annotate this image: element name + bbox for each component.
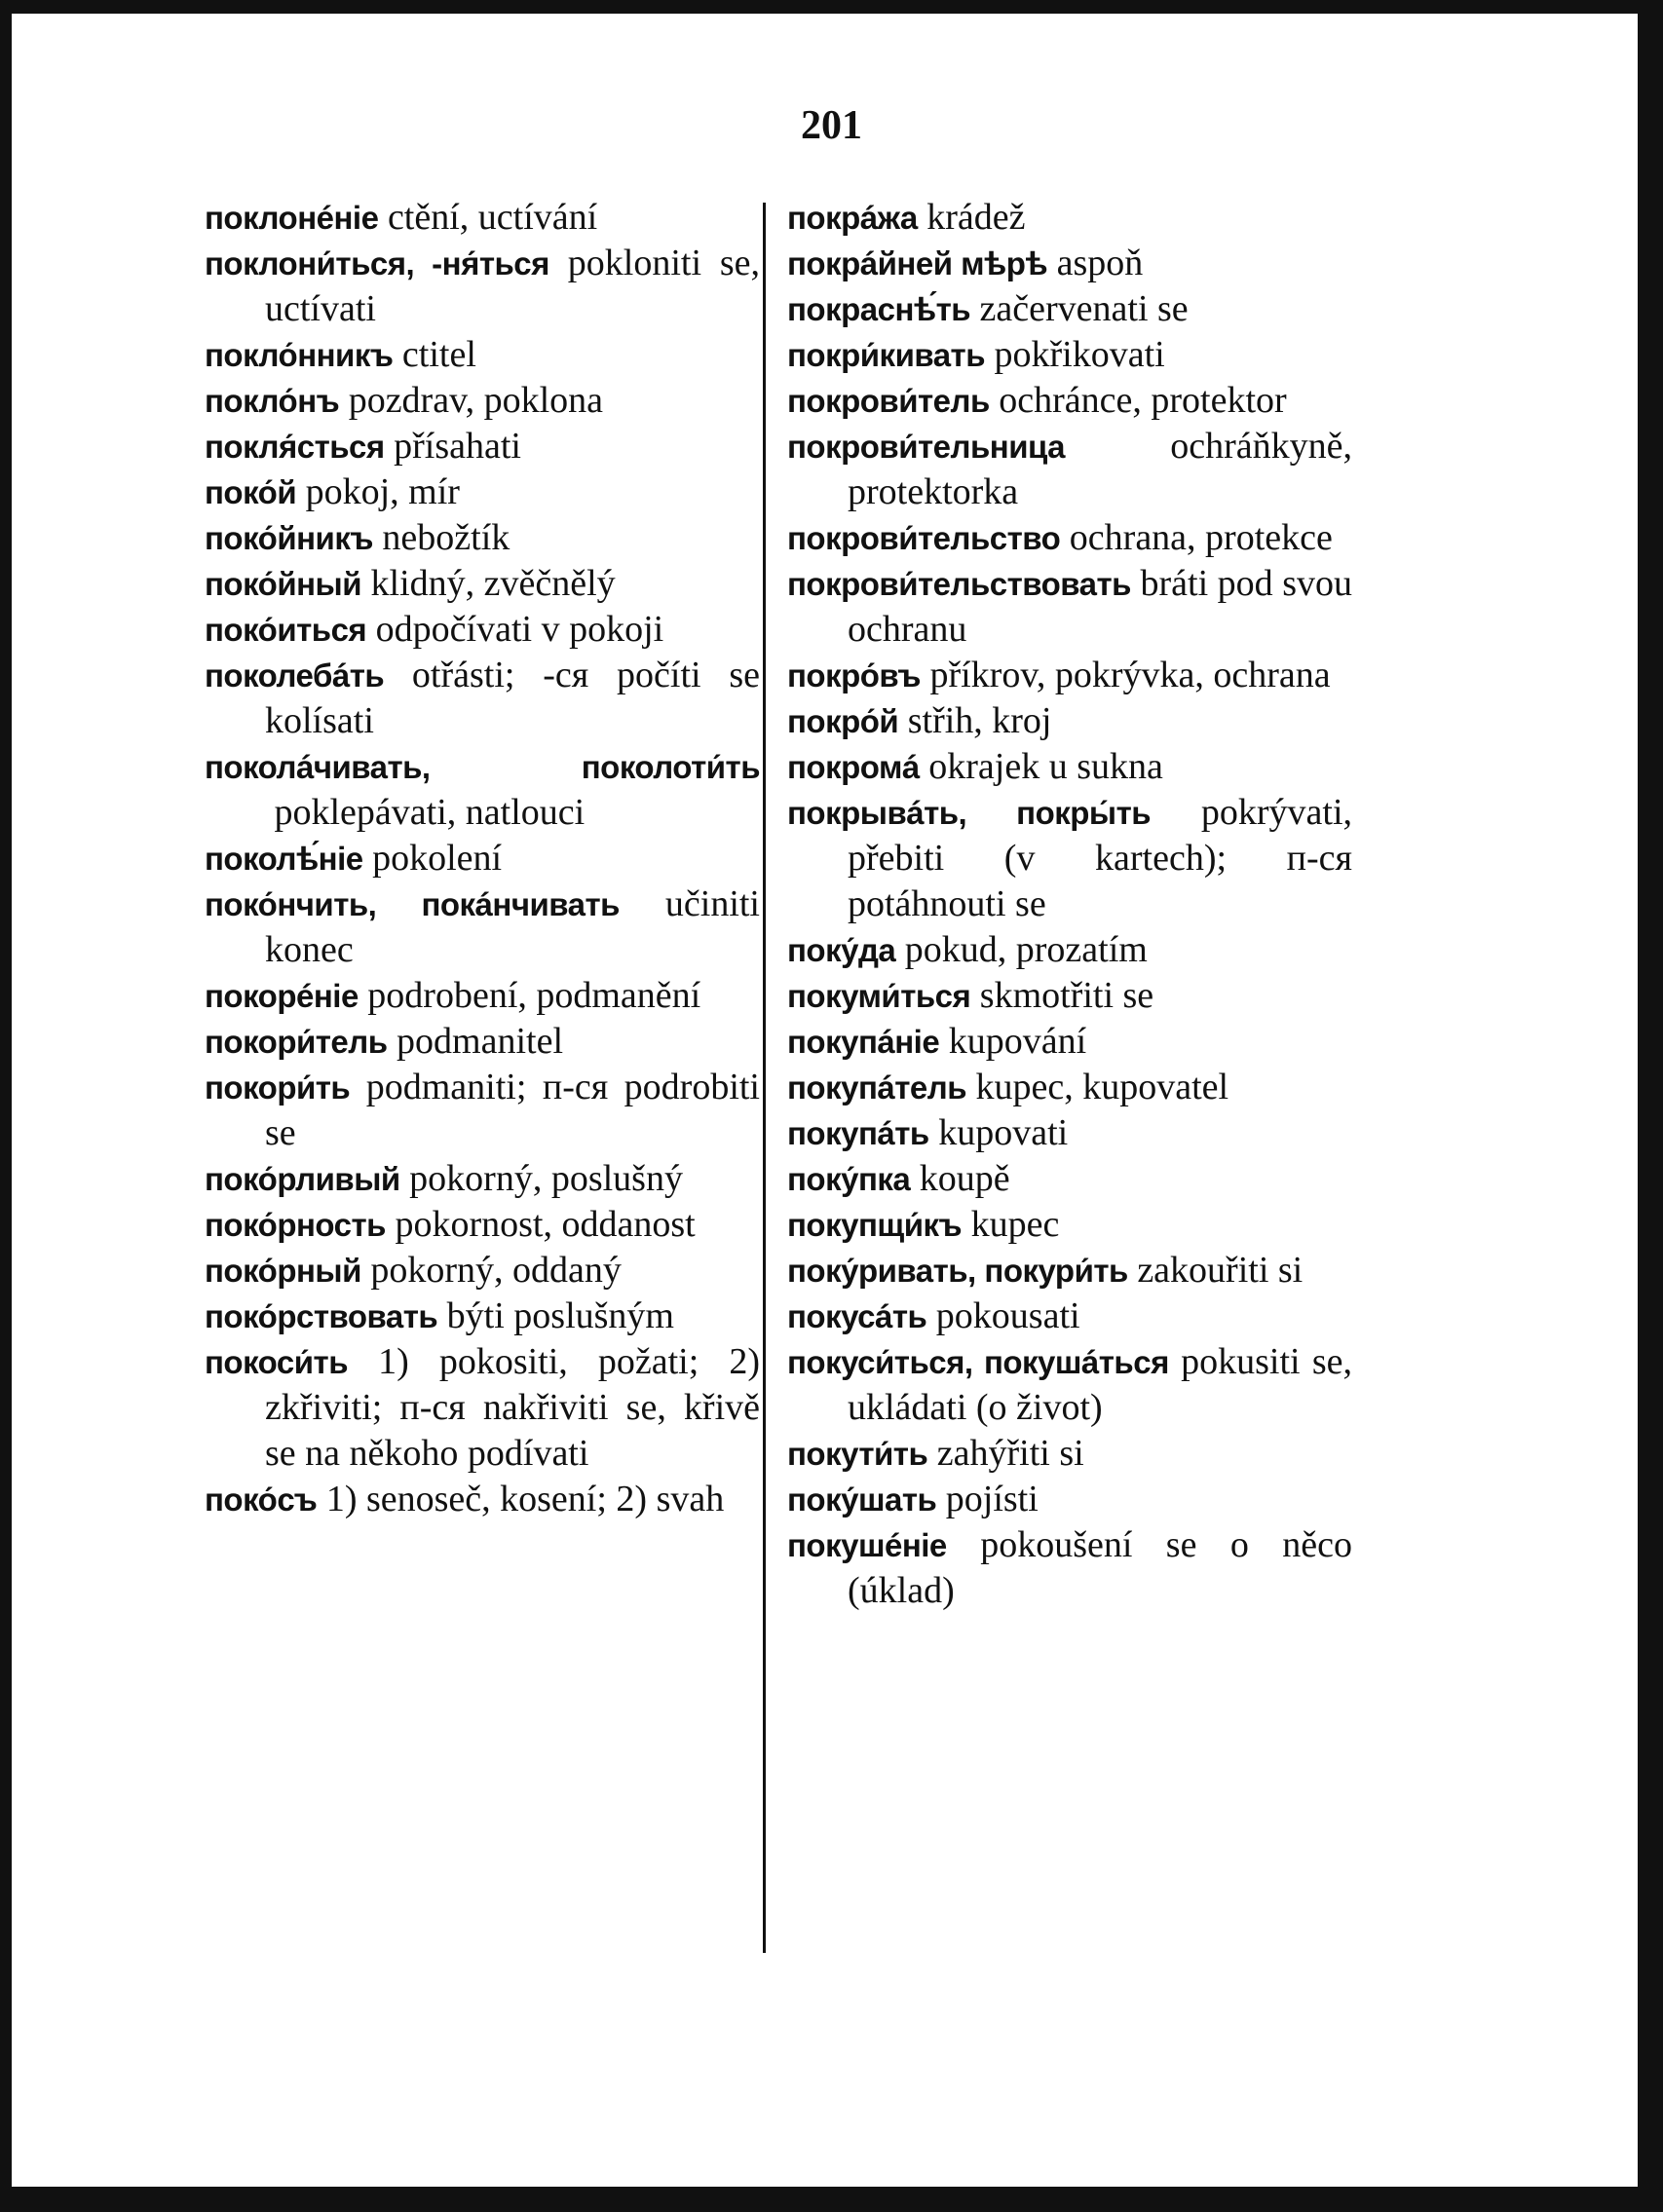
- dictionary-entry: [787, 378, 1352, 424]
- entry-definition: pokoj, mír: [305, 471, 460, 512]
- dictionary-entry: [787, 1339, 1352, 1431]
- entry-headword: поко́йный: [205, 566, 362, 602]
- entry-headword: поку́да: [787, 932, 896, 968]
- entry-headword: поклони́ться, -ня́ться: [205, 245, 549, 281]
- entry-definition: pokorný, oddaný: [370, 1250, 622, 1291]
- entry-definition: koupě: [919, 1158, 1010, 1199]
- dictionary-entry: [205, 1065, 760, 1156]
- entry-definition: pokornost, oddanost: [395, 1204, 696, 1245]
- entry-headword: поко́иться: [205, 612, 367, 648]
- entry-headword: поко́рливый: [205, 1161, 400, 1197]
- entry-headword: поко́нчить, покáнчивать: [205, 886, 620, 922]
- entry-definition: aspoň: [1056, 243, 1144, 283]
- entry-definition: okrajek u sukna: [928, 746, 1163, 787]
- entry-definition: poklepávati, natlouci: [274, 792, 586, 833]
- dictionary-entry: [787, 332, 1352, 378]
- dictionary-entry: [787, 1202, 1352, 1248]
- entry-headword: поку́пка: [787, 1161, 911, 1197]
- dictionary-entry: [205, 1293, 760, 1339]
- entry-headword: покрови́тельница: [787, 429, 1066, 465]
- dictionary-entry: [787, 561, 1352, 653]
- dictionary-entry: [205, 1477, 760, 1522]
- dictionary-entry: [787, 241, 1352, 286]
- dictionary-entry: [787, 1522, 1352, 1614]
- column-divider: [763, 203, 766, 1953]
- entry-headword: поко́йникъ: [205, 520, 373, 556]
- entry-definition: příkrov, pokrývka, ochrana: [929, 655, 1331, 695]
- entry-headword: покоси́ть: [205, 1344, 348, 1380]
- entry-definition: odpočívati v pokoji: [375, 609, 664, 650]
- entry-definition: klidný, zvěčnělý: [370, 563, 616, 604]
- dictionary-entry: [787, 424, 1352, 515]
- dictionary-entry: [205, 515, 760, 561]
- entry-headword: поколáчивать, поколоти́ть: [205, 749, 760, 785]
- entry-headword: покрáйней мѣрѣ: [787, 245, 1048, 281]
- entry-definition: ctění, uctívání: [387, 197, 598, 238]
- entry-headword: покорéніе: [205, 978, 359, 1014]
- right-column: [787, 195, 1352, 1614]
- dictionary-entry: [205, 561, 760, 607]
- dictionary-entry: [205, 881, 760, 973]
- dictionary-entry: [205, 1248, 760, 1293]
- entry-definition: ochráňkyně, protektorka: [848, 426, 1352, 512]
- entry-definition: zakouřiti si: [1137, 1250, 1304, 1291]
- entry-definition: podrobení, podmanění: [367, 975, 701, 1016]
- entry-definition: kupec: [970, 1204, 1060, 1245]
- entry-headword: покупáніе: [787, 1024, 940, 1060]
- dictionary-entry: [205, 1202, 760, 1248]
- dictionary-entry: [205, 1156, 760, 1202]
- entry-headword: покуми́ться: [787, 978, 971, 1014]
- entry-definition: pokrývati, přebiti (v kartech); п-ся potáhnouti se: [848, 792, 1352, 924]
- entry-headword: покушéніе: [787, 1527, 947, 1563]
- entry-headword: покупáть: [787, 1115, 929, 1151]
- entry-headword: покромá: [787, 749, 920, 785]
- entry-headword: покро́въ: [787, 657, 921, 694]
- dictionary-entry: [205, 607, 760, 653]
- dictionary-entry: [787, 195, 1352, 241]
- entry-definition: přísahati: [394, 426, 521, 467]
- entry-definition: pokolení: [372, 838, 503, 879]
- entry-definition: pokorný, poslušný: [409, 1158, 683, 1199]
- entry-definition: pozdrav, poklona: [348, 380, 604, 421]
- entry-definition: bráti pod svou ochranu: [848, 563, 1352, 650]
- entry-definition: začervenati se: [979, 288, 1189, 329]
- entry-definition: pokousati: [935, 1295, 1080, 1336]
- dictionary-entry: [787, 790, 1352, 927]
- entry-headword: покло́нъ: [205, 383, 340, 419]
- entry-definition: učiniti konec: [265, 883, 760, 970]
- entry-definition: skmotřiti se: [979, 975, 1154, 1016]
- entry-definition: pokloniti se, uctívati: [265, 243, 761, 329]
- entry-definition: pokusiti se, ukládati (o život): [848, 1341, 1353, 1428]
- dictionary-entry: [205, 973, 760, 1019]
- entry-headword: покрывáть, покры́ть: [787, 795, 1152, 831]
- entry-headword: покупáтель: [787, 1069, 967, 1106]
- entry-headword: покути́ть: [787, 1436, 928, 1472]
- entry-definition: podmaniti; п-ся podrobiti se: [265, 1067, 760, 1153]
- entry-headword: покрови́тельствовать: [787, 566, 1131, 602]
- entry-definition: kupec, kupovatel: [975, 1067, 1229, 1107]
- entry-definition: pokud, prozatím: [904, 929, 1148, 970]
- dictionary-entry: [205, 195, 760, 241]
- dictionary-entry: [787, 1431, 1352, 1477]
- entry-definition: býti poslušným: [446, 1295, 674, 1336]
- entry-definition: otřásti; -ся počíti se kolísati: [265, 655, 760, 741]
- entry-headword: покусáть: [787, 1298, 927, 1334]
- entry-headword: покуси́ться, покушáться: [787, 1344, 1169, 1380]
- entry-headword: поколебáть: [205, 657, 385, 694]
- entry-headword: поко́съ: [205, 1481, 318, 1518]
- entry-headword: поко́рность: [205, 1207, 386, 1243]
- entry-definition: 1) pokositi, požati; 2) zkřiviti; п-ся nakřiviti se, křivě se na někoho podívati: [265, 1341, 760, 1474]
- entry-definition: 1) senoseč, kosení; 2) svah: [325, 1479, 725, 1519]
- dictionary-entry: [205, 744, 760, 836]
- entry-headword: покри́кивать: [787, 337, 986, 373]
- dictionary-entry: [787, 286, 1352, 332]
- entry-headword: покори́ть: [205, 1069, 351, 1106]
- dictionary-entry: [787, 1065, 1352, 1110]
- dictionary-entry: [205, 378, 760, 424]
- dictionary-entry: [787, 927, 1352, 973]
- entry-headword: покраснѣ́ть: [787, 291, 971, 327]
- entry-definition: krádež: [926, 197, 1026, 238]
- dictionary-entry: [787, 1293, 1352, 1339]
- entry-definition: pokřikovati: [994, 334, 1165, 375]
- entry-headword: поколѣ́ніе: [205, 841, 363, 877]
- dictionary-entry: [205, 1339, 760, 1477]
- dictionary-entry: [205, 836, 760, 881]
- dictionary-entry: [787, 1248, 1352, 1293]
- entry-definition: kupovati: [938, 1112, 1069, 1153]
- dictionary-entry: [205, 653, 760, 744]
- entry-definition: ctitel: [401, 334, 476, 375]
- entry-headword: покори́тель: [205, 1024, 388, 1060]
- dictionary-entry: [205, 241, 760, 332]
- dictionary-entry: [205, 424, 760, 469]
- entry-headword: покля́сться: [205, 429, 385, 465]
- entry-definition: pokoušení se o něco (úklad): [848, 1524, 1352, 1611]
- page-number: 201: [801, 103, 862, 148]
- dictionary-entry: [787, 698, 1352, 744]
- dictionary-entry: [787, 744, 1352, 790]
- dictionary-entry: [787, 973, 1352, 1019]
- entry-definition: zahýřiti si: [936, 1433, 1084, 1474]
- entry-definition: ochránce, protektor: [999, 380, 1287, 421]
- entry-headword: покрови́тель: [787, 383, 990, 419]
- entry-headword: поко́рствовать: [205, 1298, 438, 1334]
- entry-headword: поко́рный: [205, 1253, 361, 1289]
- dictionary-entry: [787, 1156, 1352, 1202]
- entry-headword: покло́нникъ: [205, 337, 394, 373]
- dictionary-entry: [787, 1019, 1352, 1065]
- entry-definition: podmanitel: [397, 1021, 564, 1062]
- entry-headword: поклонéніе: [205, 200, 379, 236]
- entry-headword: покро́й: [787, 703, 899, 739]
- entry-definition: pojísti: [945, 1479, 1039, 1519]
- dictionary-entry: [205, 469, 760, 515]
- dictionary-entry: [787, 1477, 1352, 1522]
- dictionary-entry: [205, 332, 760, 378]
- entry-headword: покупщи́къ: [787, 1207, 963, 1243]
- dictionary-entry: [787, 515, 1352, 561]
- entry-headword: поку́ривать, покури́ть: [787, 1253, 1128, 1289]
- entry-definition: nebožtík: [382, 517, 510, 558]
- dictionary-entry: [787, 653, 1352, 698]
- entry-definition: střih, kroj: [907, 700, 1052, 741]
- entry-definition: kupování: [948, 1021, 1087, 1062]
- entry-headword: поко́й: [205, 474, 297, 510]
- entry-headword: покрáжа: [787, 200, 918, 236]
- entry-headword: поку́шать: [787, 1481, 937, 1518]
- dictionary-entry: [787, 1110, 1352, 1156]
- dictionary-entry: [205, 1019, 760, 1065]
- entry-definition: ochrana, protekce: [1069, 517, 1333, 558]
- entry-headword: покрови́тельство: [787, 520, 1061, 556]
- left-column: [205, 195, 760, 1522]
